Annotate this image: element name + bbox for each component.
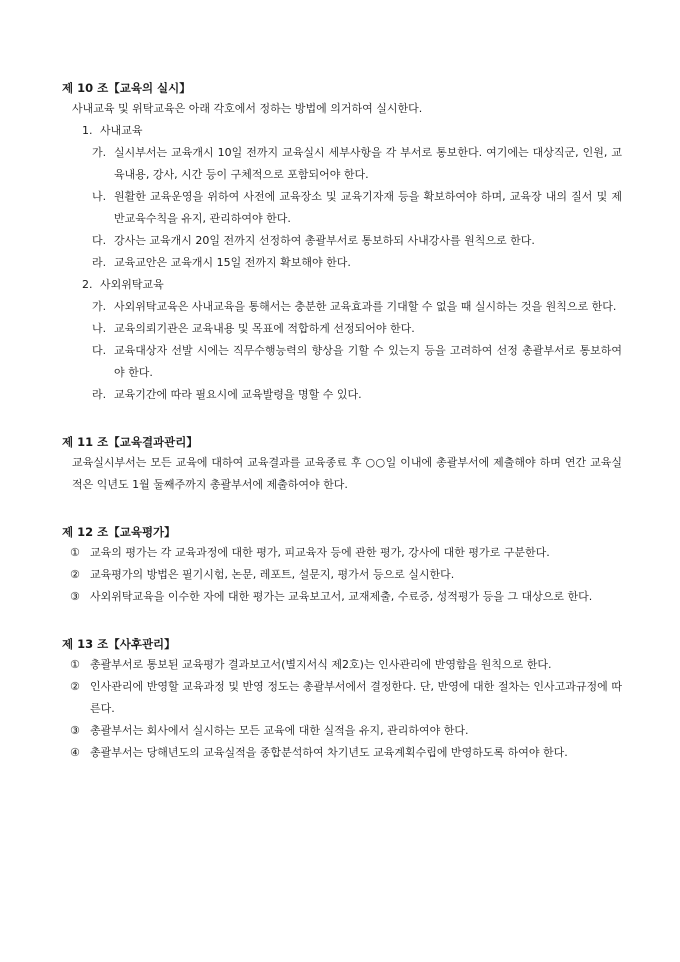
list-item <box>62 586 622 608</box>
list-item <box>62 654 622 676</box>
item-text: 인사관리에 반영할 교육과정 및 반영 정도는 총괄부서에서 결정한다. 단, 반영에 대한 절차는 인사고과규정에 따른다. <box>90 680 622 715</box>
item-text: 교육평가의 방법은 필기시험, 논문, 레포트, 설문지, 평가서 등으로 실시한다. <box>90 568 455 581</box>
item-text: 교육대상자 선발 시에는 직무수행능력의 향상을 기할 수 있는지 등을 고려하여 선정 총괄부서로 통보하여야 한다. <box>114 344 622 379</box>
list-item <box>62 564 622 586</box>
article-10 <box>62 78 622 406</box>
item-marker: 가. <box>92 146 107 159</box>
article-12 <box>62 522 622 608</box>
list-item <box>62 676 622 720</box>
section-label: 사내교육 <box>100 124 143 137</box>
item-text: 총괄부서는 회사에서 실시하는 모든 교육에 대한 실적을 유지, 관리하여야 한다. <box>90 724 469 737</box>
list-item <box>62 720 622 742</box>
section-label: 사외위탁교육 <box>100 278 164 291</box>
document-page <box>62 78 622 790</box>
item-marker: 나. <box>92 322 107 335</box>
item-text: 사외위탁교육은 사내교육을 통해서는 충분한 교육효과를 기대할 수 없을 때 실시하는 것을 원칙으로 한다. <box>114 300 617 313</box>
item-text: 교육의 평가는 각 교육과정에 대한 평가, 피교육자 등에 관한 평가, 강사에 대한 평가로 구분한다. <box>90 546 550 559</box>
item-text: 원활한 교육운영을 위하여 사전에 교육장소 및 교육기자재 등을 확보하여야 하며, 교육장 내의 질서 및 제반교육수칙을 유지, 관리하여야 한다. <box>114 190 622 225</box>
article-intro: 사내교육 및 위탁교육은 아래 각호에서 정하는 방법에 의거하여 실시한다. <box>72 102 423 115</box>
list-item <box>62 186 622 230</box>
article-title: 제 11 조【교육결과관리】 <box>62 435 198 449</box>
item-text: 교육의뢰기관은 교육내용 및 목표에 적합하게 선정되어야 한다. <box>114 322 415 335</box>
item-marker: 라. <box>92 388 107 401</box>
list-item <box>62 742 622 764</box>
item-marker: 가. <box>92 300 107 313</box>
section-heading <box>62 120 622 142</box>
list-item <box>62 230 622 252</box>
list-item <box>62 340 622 384</box>
list-item <box>62 252 622 274</box>
item-text: 실시부서는 교육개시 10일 전까지 교육실시 세부사항을 각 부서로 통보한다. 여기에는 대상직군, 인원, 교육내용, 강사, 시간 등이 구체적으로 포함되어야 한다. <box>114 146 622 181</box>
item-marker: ② <box>70 568 80 581</box>
item-text: 사외위탁교육을 이수한 자에 대한 평가는 교육보고서, 교재제출, 수료증, 성적평가 등을 그 대상으로 한다. <box>90 590 593 603</box>
list-item <box>62 542 622 564</box>
item-marker: 다. <box>92 344 107 357</box>
item-text: 강사는 교육개시 20일 전까지 선정하여 총괄부서로 통보하되 사내강사를 원칙으로 한다. <box>114 234 535 247</box>
item-marker: ④ <box>70 746 80 759</box>
list-item <box>62 384 622 406</box>
item-text: 교육교안은 교육개시 15일 전까지 확보해야 한다. <box>114 256 351 269</box>
article-11 <box>62 432 622 496</box>
article-13 <box>62 634 622 764</box>
article-body: 교육실시부서는 모든 교육에 대하여 교육결과를 교육종료 후 ○○일 이내에 총괄부서에 제출해야 하며 연간 교육실적은 익년도 1월 둘째주까지 총괄부서에 제출하여야 한다. <box>72 456 622 491</box>
list-item <box>62 142 622 186</box>
item-text: 교육기간에 따라 필요시에 교육발령을 명할 수 있다. <box>114 388 362 401</box>
section-heading <box>62 274 622 296</box>
article-title: 제 12 조【교육평가】 <box>62 525 176 539</box>
list-item <box>62 318 622 340</box>
item-marker: 다. <box>92 234 107 247</box>
item-marker: 나. <box>92 190 107 203</box>
item-marker: ① <box>70 658 80 671</box>
list-item <box>62 296 622 318</box>
item-text: 총괄부서는 당해년도의 교육실적을 종합분석하여 차기년도 교육계획수립에 반영하도록 하여야 한다. <box>90 746 568 759</box>
item-text: 총괄부서로 통보된 교육평가 결과보고서(별지서식 제2호)는 인사관리에 반영함을 원칙으로 한다. <box>90 658 552 671</box>
section-marker: 2. <box>82 278 93 291</box>
item-marker: ③ <box>70 724 80 737</box>
item-marker: ② <box>70 680 80 693</box>
section-marker: 1. <box>82 124 93 137</box>
article-title: 제 13 조【사후관리】 <box>62 637 176 651</box>
item-marker: 라. <box>92 256 107 269</box>
item-marker: ③ <box>70 590 80 603</box>
item-marker: ① <box>70 546 80 559</box>
article-title: 제 10 조【교육의 실시】 <box>62 81 191 95</box>
